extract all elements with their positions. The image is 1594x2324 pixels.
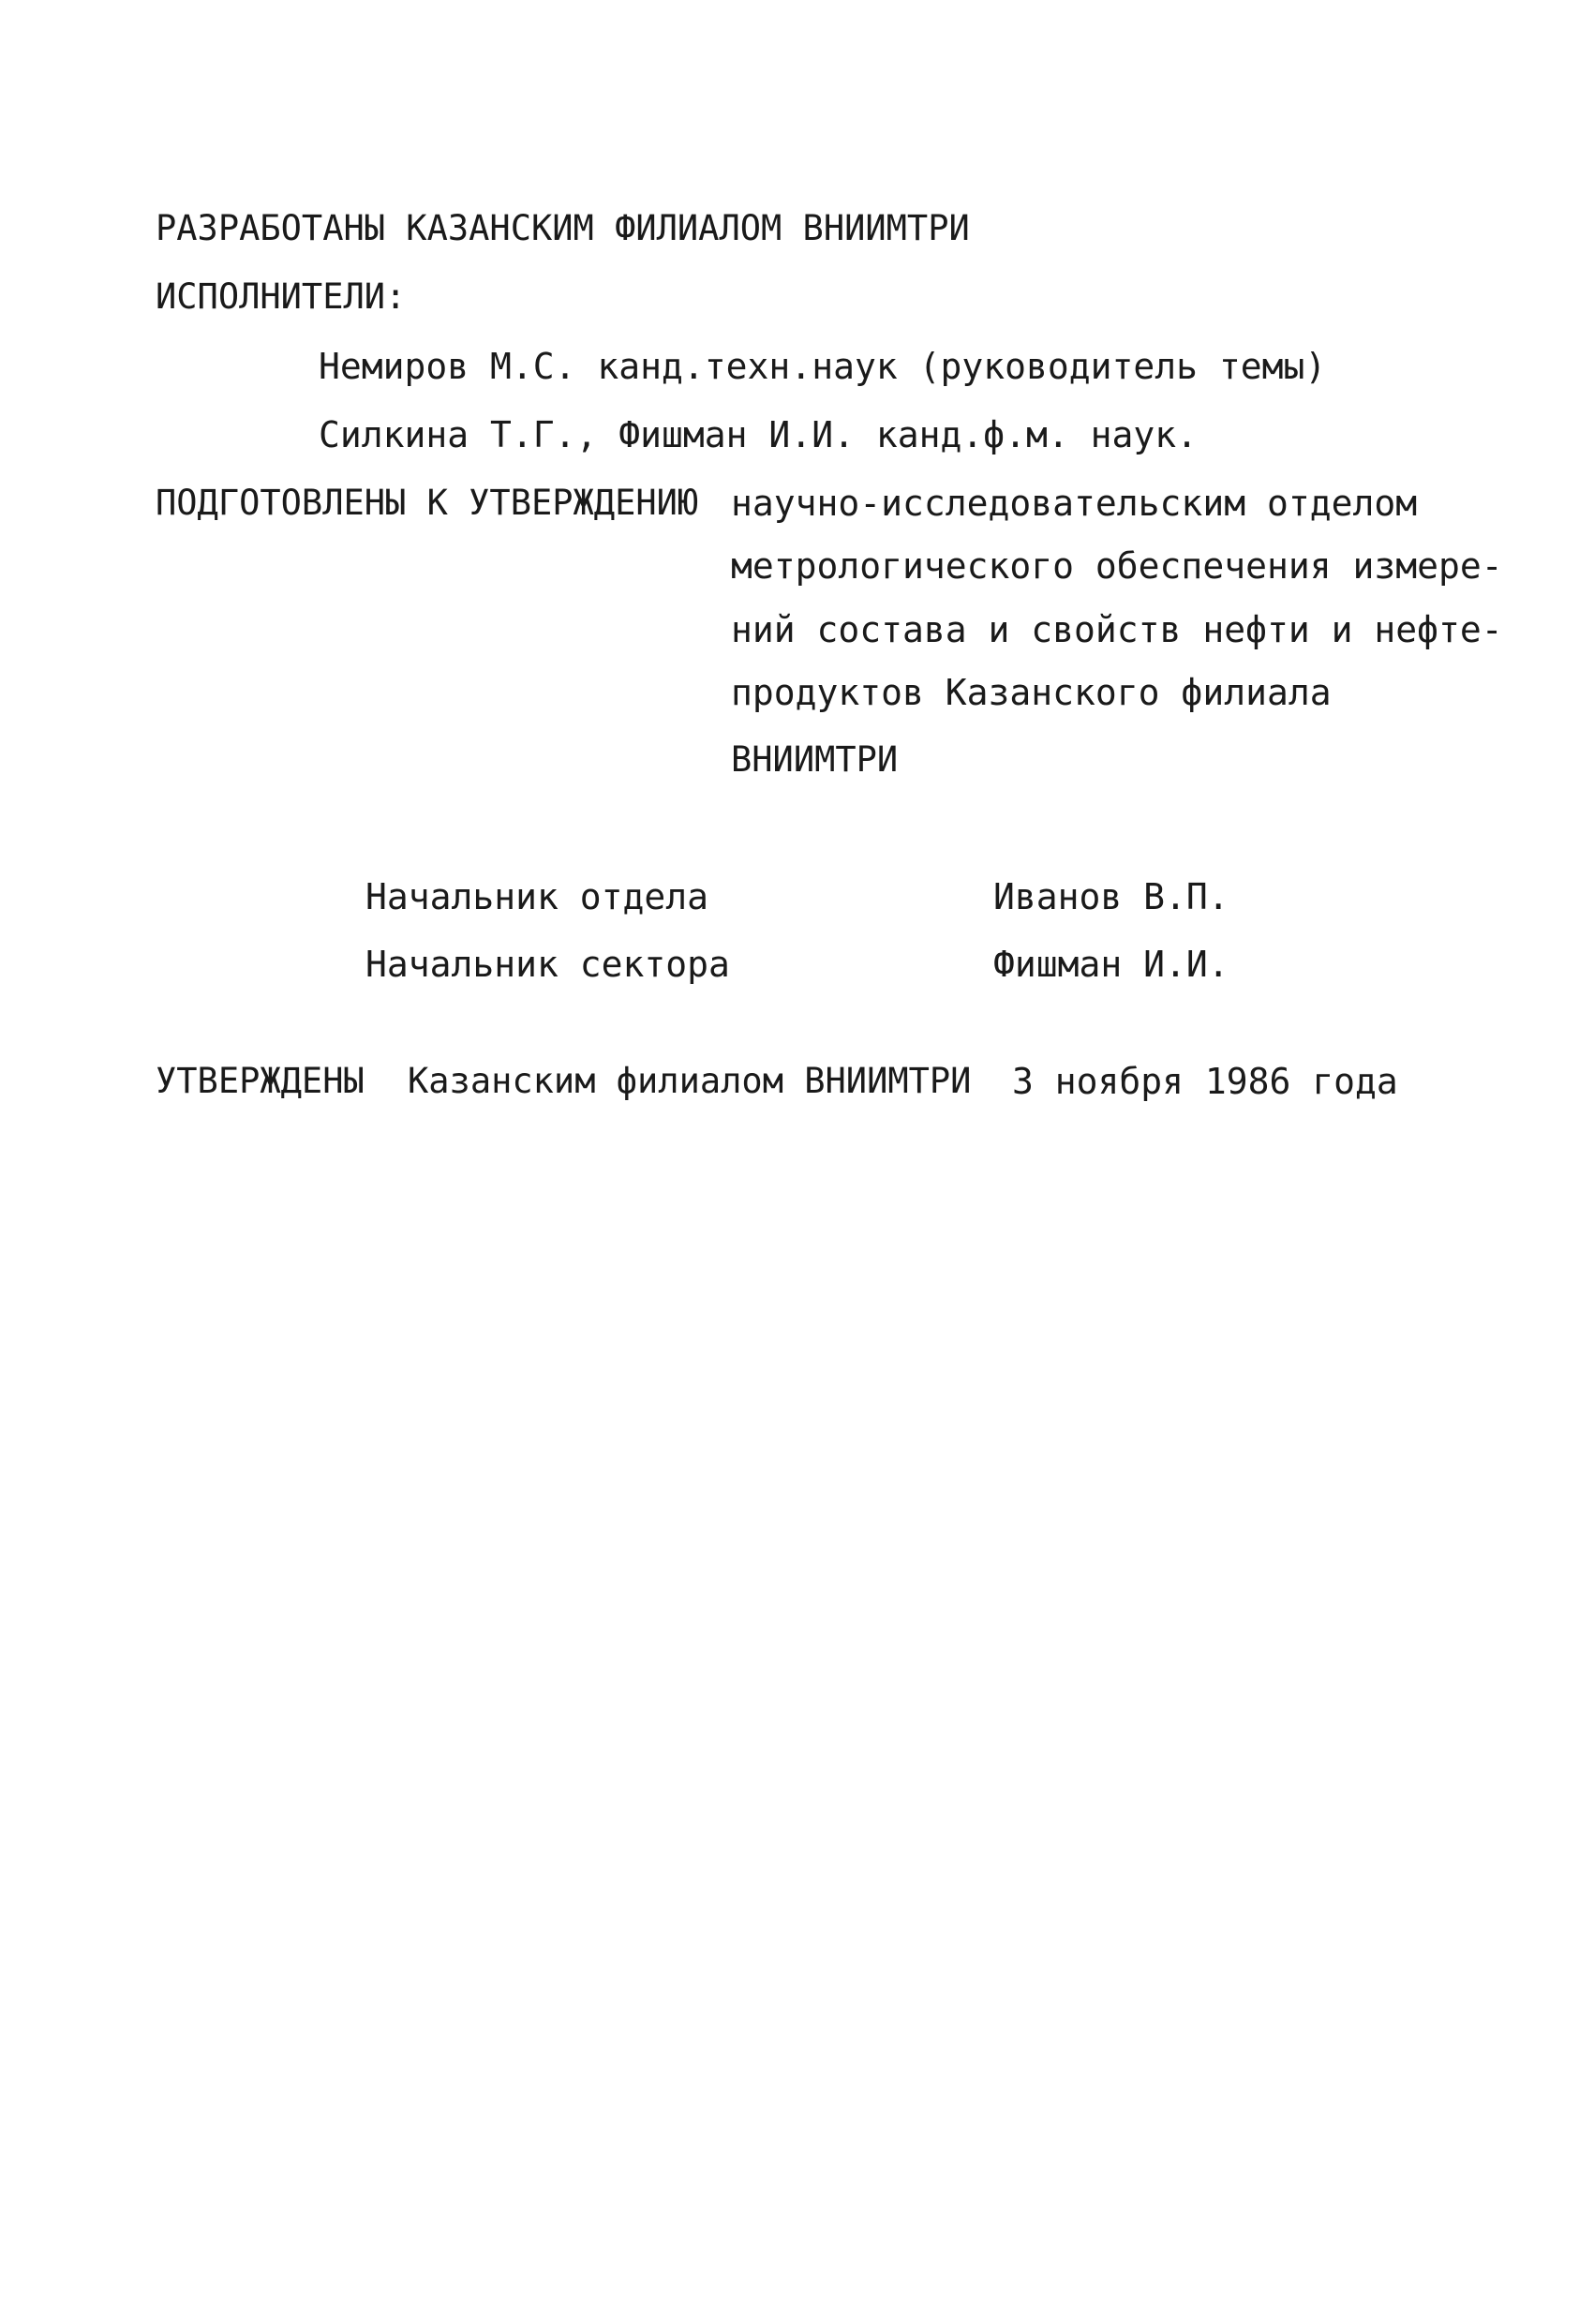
developed-by-line: РАЗРАБОТАНЫ КАЗАНСКИМ ФИЛИАЛОМ ВНИИМТРИ: [156, 208, 970, 248]
prepared-line-3: ний состава и свойств нефти и нефте-: [731, 609, 1503, 650]
approved-date: 3 ноября 1986 года: [1012, 1061, 1398, 1102]
prepared-line-2: метрологического обеспечения измере-: [731, 545, 1503, 587]
approved-label: УТВЕРЖДЕНЫ: [156, 1061, 365, 1101]
prepared-line-5: ВНИИМТРИ: [731, 739, 899, 780]
executors-label: ИСПОЛНИТЕЛИ:: [156, 276, 407, 317]
executor-line-2: Силкина Т.Г., Фишман И.И. канд.ф.м. наук.: [319, 414, 1198, 455]
prepared-line-1: научно-исследовательским отделом: [731, 483, 1418, 524]
approved-by: Казанским филиалом ВНИИМТРИ: [408, 1061, 972, 1101]
signature-name-2: Фишман И.И.: [993, 944, 1229, 985]
signature-name-1: Иванов В.П.: [993, 876, 1229, 917]
signature-position-1: Начальник отдела: [365, 876, 709, 917]
prepared-label: ПОДГОТОВЛЕНЫ К УТВЕРЖДЕНИЮ: [156, 483, 699, 523]
prepared-line-4: продуктов Казанского филиала: [731, 672, 1332, 713]
signature-position-2: Начальник сектора: [365, 944, 730, 985]
executor-line-1: Немиров М.С. канд.техн.наук (руководитель темы): [319, 346, 1327, 387]
